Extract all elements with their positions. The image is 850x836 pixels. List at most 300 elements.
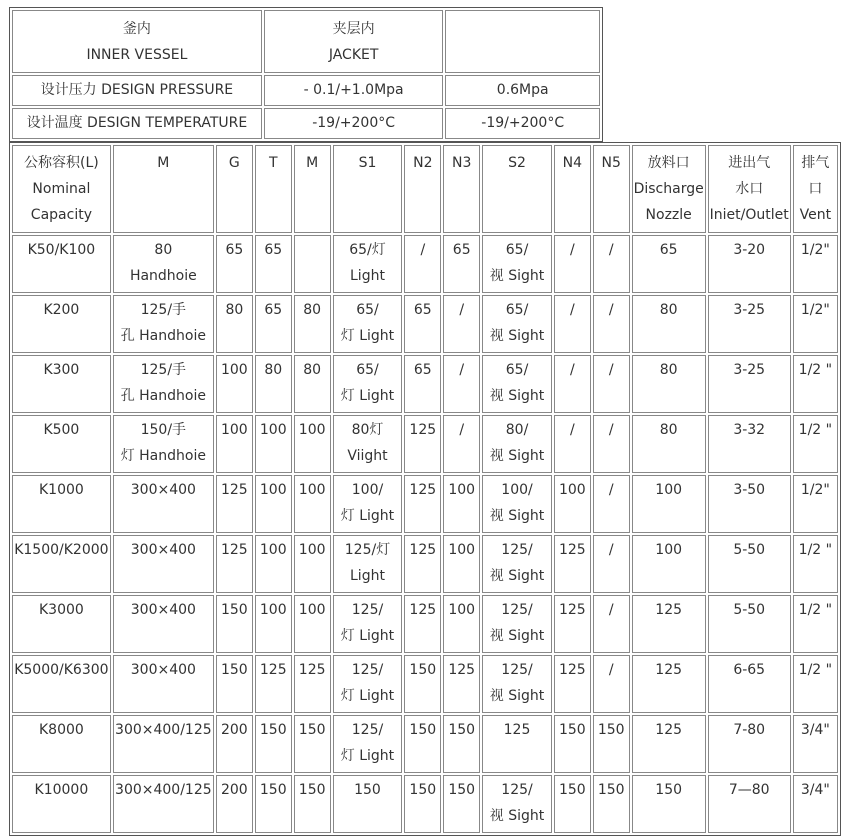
table-cell (255, 475, 292, 533)
cell-line: 视 Sight (489, 628, 545, 644)
table-cell (255, 415, 292, 473)
cell-line: 100/ (351, 482, 384, 498)
column-header (632, 145, 706, 233)
cell-line: K5000/K6300 (14, 662, 109, 678)
cell-line: 口 (808, 181, 823, 197)
cell-line: 150 (409, 722, 437, 738)
table-cell (255, 355, 292, 413)
table-cell (554, 415, 591, 473)
cell-line: 排气 (801, 155, 830, 171)
table-cell (554, 775, 591, 833)
cell-line: 80 (659, 362, 678, 378)
table-cell (482, 595, 552, 653)
cell-line: K8000 (38, 722, 84, 738)
inner-vessel-zh: 釜内 (122, 21, 151, 37)
cell-line: 150 (448, 782, 476, 798)
column-header (404, 145, 441, 233)
table-cell (708, 775, 791, 833)
table-cell (216, 475, 253, 533)
table-cell (294, 655, 331, 713)
inner-vessel-header (12, 10, 262, 73)
table-cell (404, 775, 441, 833)
cell-line: 灯 Handhoie (120, 448, 206, 464)
cell-line: 视 Sight (489, 568, 545, 584)
cell-line: / (608, 302, 614, 318)
cell-line: 视 Sight (489, 808, 545, 824)
cell-line: 65/ (505, 302, 529, 318)
table-cell (708, 355, 791, 413)
cell-line: N5 (601, 155, 621, 171)
cell-line: 65 (659, 242, 678, 258)
cell-line: 65 (264, 302, 283, 318)
table-cell (404, 295, 441, 353)
cell-line: Nominal (32, 181, 91, 197)
table-cell (443, 355, 480, 413)
jacket-header (264, 10, 444, 73)
cell-line: 150 (448, 722, 476, 738)
table-cell (443, 295, 480, 353)
table-cell (113, 415, 214, 473)
cell-line: 视 Sight (489, 688, 545, 704)
cell-line: 80 (659, 302, 678, 318)
cell-line: Viight (347, 448, 388, 464)
cell-line: 100 (655, 542, 683, 558)
table-cell (12, 775, 111, 833)
cell-line: 300×400 (130, 662, 196, 678)
cell-line: 65/ (505, 362, 529, 378)
table-cell (12, 355, 111, 413)
cell-line: 1/2 " (798, 542, 833, 558)
cell-line: 视 Sight (489, 388, 545, 404)
cell-line: 灯 Light (340, 328, 395, 344)
cell-line: 80 (154, 242, 173, 258)
table-cell (593, 475, 630, 533)
table-cell (255, 295, 292, 353)
table-cell (294, 715, 331, 773)
table-cell (294, 595, 331, 653)
cell-line: 100 (298, 602, 326, 618)
cell-line: / (420, 242, 426, 258)
table-cell (333, 415, 403, 473)
table-cell (404, 715, 441, 773)
cell-line: 150 (597, 782, 625, 798)
cell-line: 125 (220, 542, 248, 558)
column-header (216, 145, 253, 233)
table-header-row (12, 145, 838, 233)
table-cell (632, 235, 706, 293)
table-body (12, 235, 838, 833)
cell-line: 125/ (501, 782, 533, 798)
table-cell (554, 655, 591, 713)
cell-line: 视 Sight (489, 328, 545, 344)
table-cell (708, 535, 791, 593)
table-row (12, 355, 838, 413)
cell-line: 125/手 (140, 362, 187, 378)
cell-line: 5-50 (733, 602, 766, 618)
table-cell (255, 535, 292, 593)
cell-line: / (459, 302, 465, 318)
table-cell (333, 595, 403, 653)
cell-line: 125 (448, 662, 476, 678)
cell-line: 65 (413, 302, 432, 318)
cell-line: 100 (298, 422, 326, 438)
design-pressure-label: 设计压力 DESIGN PRESSURE (12, 75, 262, 106)
table-cell (593, 415, 630, 473)
table-cell (482, 295, 552, 353)
cell-line: 3-20 (733, 242, 766, 258)
table-cell (708, 295, 791, 353)
cell-line: K10000 (34, 782, 89, 798)
cell-line: 1/2" (800, 482, 830, 498)
table-cell (793, 655, 838, 713)
table-cell (632, 535, 706, 593)
design-spec-table (9, 7, 603, 142)
table-cell (443, 655, 480, 713)
cell-line: 125 (655, 602, 683, 618)
cell-line: / (569, 242, 575, 258)
cell-line: K200 (43, 302, 80, 318)
cell-line: 150 (409, 782, 437, 798)
cell-line: Light (350, 268, 385, 284)
table-cell (793, 355, 838, 413)
cell-line: K1500/K2000 (14, 542, 109, 558)
table-cell (708, 595, 791, 653)
table-cell (554, 295, 591, 353)
cell-line: 6-65 (733, 662, 766, 678)
cell-line: 150 (655, 782, 683, 798)
cell-line: 125/ (501, 602, 533, 618)
cell-line: 视 Sight (489, 508, 545, 524)
cell-line: 100 (448, 542, 476, 558)
cell-line: 125/灯 (344, 542, 391, 558)
table-cell (482, 235, 552, 293)
cell-line: 150 (220, 662, 248, 678)
table-cell (255, 775, 292, 833)
cell-line: 公称容积(L) (24, 155, 99, 171)
cell-line: 150 (558, 722, 586, 738)
table-cell (294, 535, 331, 593)
cell-line: 125 (558, 602, 586, 618)
cell-line: N2 (413, 155, 433, 171)
cell-line: 125 (409, 482, 437, 498)
cell-line: / (608, 662, 614, 678)
column-header (294, 145, 331, 233)
table-cell (708, 475, 791, 533)
cell-line: 放料口 (647, 155, 690, 171)
cell-line: 100 (298, 542, 326, 558)
table-cell (216, 295, 253, 353)
cell-line: 150 (558, 782, 586, 798)
cell-line: 125/手 (140, 302, 187, 318)
design-pressure-row (12, 75, 600, 106)
cell-line: S2 (508, 155, 526, 171)
table-cell (404, 355, 441, 413)
table-cell (708, 235, 791, 293)
table-cell (113, 235, 214, 293)
cell-line: 150/手 (140, 422, 187, 438)
table-cell (708, 415, 791, 473)
cell-line: 100 (448, 482, 476, 498)
table-row (12, 775, 838, 833)
cell-line: 80 (264, 362, 283, 378)
table-cell (404, 595, 441, 653)
table-cell (554, 235, 591, 293)
table-cell (216, 715, 253, 773)
table-cell (482, 715, 552, 773)
table-cell (554, 595, 591, 653)
cell-line: K500 (43, 422, 80, 438)
table-cell (793, 595, 838, 653)
table-cell (554, 475, 591, 533)
table-cell (255, 655, 292, 713)
cell-line: 7-80 (733, 722, 766, 738)
cell-line: 125 (259, 662, 287, 678)
cell-line: 视 Sight (489, 448, 545, 464)
cell-line: / (608, 482, 614, 498)
cell-line: K3000 (38, 602, 84, 618)
cell-line: 65/灯 (349, 242, 386, 258)
design-pressure-jacket: 0.6Mpa (445, 75, 600, 106)
jacket-zh: 夹层内 (332, 21, 375, 37)
table-cell (482, 355, 552, 413)
cell-line: 3-25 (733, 362, 766, 378)
cell-line: K300 (43, 362, 80, 378)
cell-line: / (569, 302, 575, 318)
table-row (12, 535, 838, 593)
table-cell (333, 655, 403, 713)
table-cell (593, 775, 630, 833)
table-cell (12, 655, 111, 713)
table-cell (554, 535, 591, 593)
table-cell (113, 775, 214, 833)
table-cell (216, 595, 253, 653)
column-header (255, 145, 292, 233)
design-temperature-inner: -19/+200°C (264, 108, 444, 139)
table-cell (593, 235, 630, 293)
cell-line: 125 (220, 482, 248, 498)
table-cell (793, 415, 838, 473)
cell-line: 1/2 " (798, 422, 833, 438)
cell-line: Iniet/Outlet (709, 207, 789, 223)
table-cell (708, 715, 791, 773)
table-cell (113, 295, 214, 353)
cell-line: N3 (452, 155, 472, 171)
table-cell (113, 655, 214, 713)
cell-line: 灯 Light (340, 688, 395, 704)
jacket-en: JACKET (328, 47, 379, 63)
cell-line: 80/ (505, 422, 529, 438)
table-cell (443, 535, 480, 593)
cell-line: / (459, 422, 465, 438)
table-cell (216, 655, 253, 713)
cell-line: 300×400 (130, 542, 196, 558)
table-cell (482, 775, 552, 833)
table-row (12, 655, 838, 713)
cell-line: 100 (558, 482, 586, 498)
table-cell (793, 535, 838, 593)
cell-line: 125 (655, 722, 683, 738)
cell-line: 1/2 " (798, 362, 833, 378)
design-temperature-label: 设计温度 DESIGN TEMPERATURE (12, 108, 262, 139)
table-cell (793, 475, 838, 533)
cell-line: 3-50 (733, 482, 766, 498)
cell-line: 100 (655, 482, 683, 498)
cell-line: 进出气 (728, 155, 771, 171)
table-cell (113, 355, 214, 413)
cell-line: Capacity (30, 207, 92, 223)
table-cell (632, 415, 706, 473)
table-cell (443, 775, 480, 833)
table-cell (333, 715, 403, 773)
table-cell (255, 595, 292, 653)
table-cell (404, 475, 441, 533)
table-cell (12, 715, 111, 773)
cell-line: 100 (298, 482, 326, 498)
cell-line: 7—80 (728, 782, 770, 798)
cell-line: 150 (597, 722, 625, 738)
table-cell (482, 655, 552, 713)
cell-line: 水口 (735, 181, 764, 197)
table-cell (443, 235, 480, 293)
cell-line: / (608, 242, 614, 258)
table-cell (793, 715, 838, 773)
cell-line: 80灯 (351, 422, 384, 438)
table-cell (404, 235, 441, 293)
cell-line: 125/ (501, 662, 533, 678)
table-cell (294, 475, 331, 533)
table-cell (113, 535, 214, 593)
cell-line: / (608, 542, 614, 558)
cell-line: 125 (409, 542, 437, 558)
table-cell (793, 775, 838, 833)
dimension-table (9, 142, 841, 836)
column-header (12, 145, 111, 233)
cell-line: 150 (298, 782, 326, 798)
table-cell (113, 715, 214, 773)
cell-line: 150 (354, 782, 381, 798)
cell-line: 125/ (501, 542, 533, 558)
table-cell (632, 715, 706, 773)
cell-line: 100/ (501, 482, 533, 498)
table-cell (443, 415, 480, 473)
cell-line: M (306, 155, 319, 171)
table-cell (632, 655, 706, 713)
cell-line: 125 (503, 722, 531, 738)
cell-line: 150 (259, 782, 287, 798)
empty-header-cell (445, 10, 600, 73)
cell-line: K1000 (38, 482, 84, 498)
table-cell (255, 235, 292, 293)
column-header (443, 145, 480, 233)
column-header (593, 145, 630, 233)
cell-line: Vent (799, 207, 832, 223)
table-cell (294, 295, 331, 353)
cell-line: 80 (659, 422, 678, 438)
table-cell (443, 475, 480, 533)
cell-line: 100 (220, 422, 248, 438)
cell-line: 1/2 " (798, 602, 833, 618)
table-cell (632, 775, 706, 833)
cell-line: 灯 Light (340, 508, 395, 524)
table-cell (333, 295, 403, 353)
column-header (113, 145, 214, 233)
cell-line: Discharge (633, 181, 704, 197)
table-cell (333, 535, 403, 593)
cell-line: 100 (259, 542, 287, 558)
table-cell (593, 295, 630, 353)
cell-line: 100 (259, 482, 287, 498)
cell-line: N4 (562, 155, 583, 171)
cell-line: 300×400/125 (115, 722, 212, 738)
cell-line: 80 (303, 362, 322, 378)
table-cell (708, 655, 791, 713)
cell-line: 65 (452, 242, 471, 258)
column-header (482, 145, 552, 233)
cell-line: 125 (655, 662, 683, 678)
cell-line: Light (350, 568, 385, 584)
column-header (333, 145, 403, 233)
cell-line: / (608, 362, 614, 378)
table-cell (216, 535, 253, 593)
cell-line: 150 (259, 722, 287, 738)
table-cell (443, 715, 480, 773)
cell-line: Nozzle (645, 207, 692, 223)
table-row (12, 235, 838, 293)
table-cell (216, 775, 253, 833)
cell-line: 孔 Handhoie (120, 328, 206, 344)
table-cell (113, 475, 214, 533)
table-cell (216, 235, 253, 293)
table-cell (593, 715, 630, 773)
table-cell (333, 355, 403, 413)
cell-line: 灯 Light (340, 628, 395, 644)
design-temperature-row (12, 108, 600, 139)
table-cell (632, 595, 706, 653)
table-cell (216, 355, 253, 413)
cell-line: 300×400 (130, 602, 196, 618)
cell-line: 视 Sight (489, 268, 545, 284)
cell-line: 100 (259, 602, 287, 618)
cell-line: 125/ (351, 722, 384, 738)
table-cell (632, 355, 706, 413)
table-row (12, 415, 838, 473)
cell-line: 150 (298, 722, 326, 738)
cell-line: 125/ (351, 602, 384, 618)
table-cell (482, 475, 552, 533)
cell-line: / (459, 362, 465, 378)
cell-line: G (228, 155, 240, 171)
cell-line: / (608, 422, 614, 438)
cell-line: 125 (409, 422, 437, 438)
cell-line: 100 (259, 422, 287, 438)
cell-line: 65 (413, 362, 432, 378)
cell-line: 80 (303, 302, 322, 318)
table-cell (593, 535, 630, 593)
cell-line: S1 (358, 155, 377, 171)
cell-line: 65/ (505, 242, 529, 258)
table-cell (793, 295, 838, 353)
table-cell (333, 235, 403, 293)
table-cell (294, 235, 331, 293)
column-header (554, 145, 591, 233)
table-cell (554, 715, 591, 773)
table-cell (294, 415, 331, 473)
cell-line: K50/K100 (27, 242, 96, 258)
cell-line: 125 (558, 662, 586, 678)
table-cell (255, 715, 292, 773)
table-cell (404, 655, 441, 713)
cell-line: T (268, 155, 278, 171)
